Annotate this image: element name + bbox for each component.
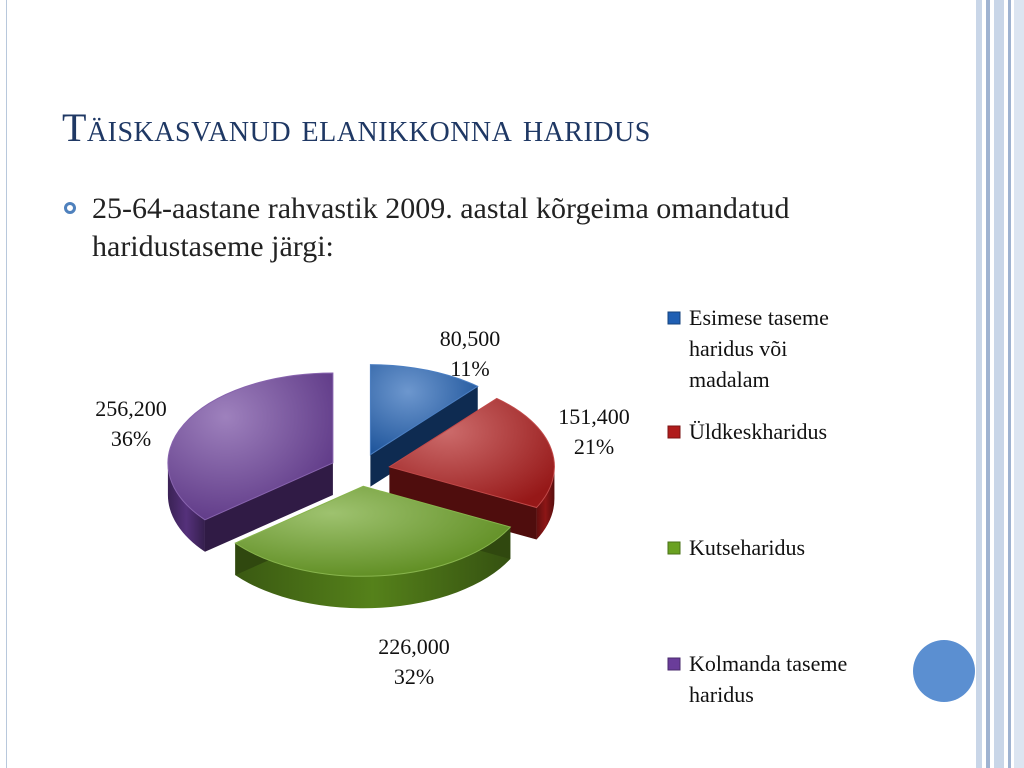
legend-label: Üldkeskharidus <box>689 419 828 444</box>
legend-item <box>668 535 805 560</box>
legend-label: Kolmanda taseme <box>689 651 848 676</box>
legend-swatch <box>668 312 680 324</box>
slice-percent-label: 21% <box>573 434 615 459</box>
legend-label: haridus <box>689 682 754 707</box>
legend-swatch <box>668 658 680 670</box>
legend-label: madalam <box>689 367 770 392</box>
legend-label: Esimese taseme <box>689 305 829 330</box>
legend-swatch <box>668 426 680 438</box>
slide-title: Täiskasvanud elanikkonna haridus <box>62 105 651 150</box>
slice-value-label: 226,000 <box>378 634 450 659</box>
legend-item <box>668 651 847 707</box>
slice-value-label: 80,500 <box>439 326 501 351</box>
slice-percent-label: 36% <box>110 426 152 451</box>
slice-percent-label: 32% <box>393 664 435 689</box>
legend-label: haridus või <box>689 336 788 361</box>
legend-item <box>668 305 829 392</box>
slice-value-label: 151,400 <box>558 404 630 429</box>
legend-label: Kutseharidus <box>689 535 806 560</box>
bullet-text: 25-64-aastane rahvastik 2009. aastal kõrgeima omandatud haridustaseme järgi: <box>92 192 790 263</box>
slice-percent-label: 11% <box>450 356 490 381</box>
legend-item <box>668 419 827 444</box>
legend-swatch <box>668 542 680 554</box>
decorative-circle <box>913 640 975 702</box>
slice-value-label: 256,200 <box>95 396 167 421</box>
